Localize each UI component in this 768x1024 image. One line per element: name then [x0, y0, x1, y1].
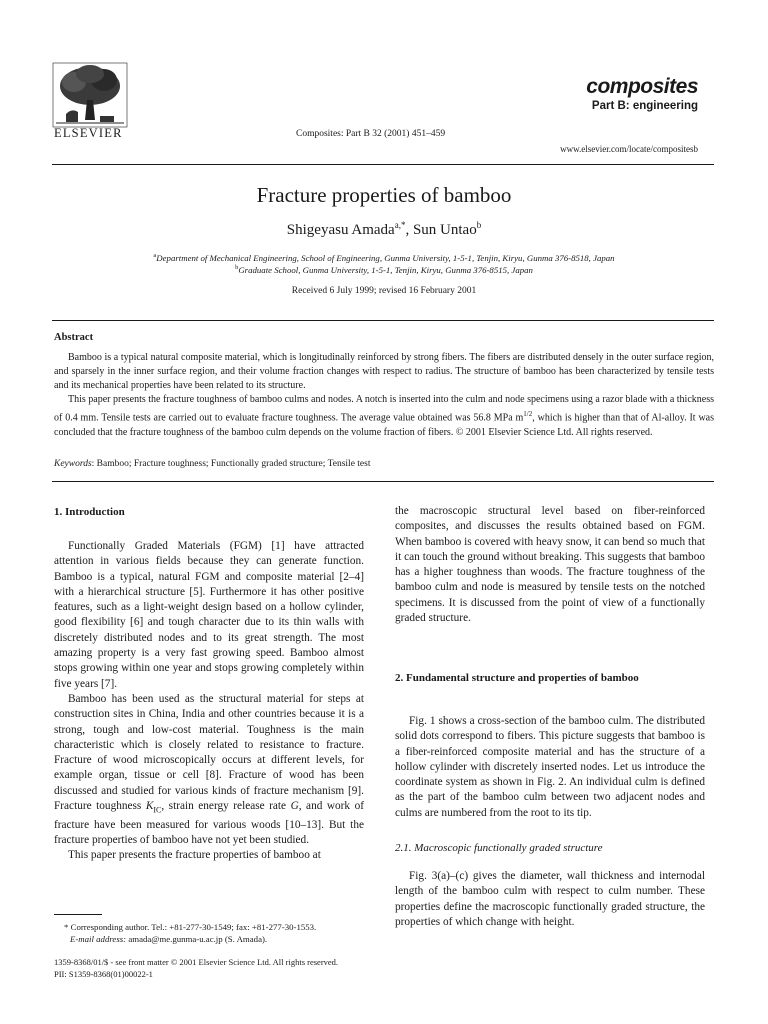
paper-title: Fracture properties of bamboo [256, 183, 512, 207]
abstract-text: This paper presents the fracture toughness of bamboo culms and nodes. A notch is inserted into the culm and node specimens using a razor blade with a thickness of 0.4 mm. Tensile tests are carried out to evaluate fracture toughness. The average value obtained was 56.8 MPa m [54, 394, 714, 424]
abstract-text: , which is higher than that of Al-alloy. It was concluded that the fracture toughness of the bamboo culm depends on the volume fraction of fibers. © 2001 Elsevier Science Ltd. All rights reserved. [54, 412, 714, 438]
received-dates: Received 6 July 1999; revised 16 February 2001 [291, 286, 477, 296]
symbol-subscript: IC [153, 805, 162, 815]
publisher-name: ELSEVIER [54, 126, 123, 140]
author-affiliation-mark: b [476, 220, 482, 230]
footnote [54, 921, 374, 945]
author-affiliation-mark: a,* [394, 220, 406, 230]
column-left [54, 539, 364, 863]
journal-reference: Composites: Part B 32 (2001) 451–459 [296, 129, 446, 139]
symbol-k: K [145, 800, 154, 813]
body-divider [52, 481, 714, 482]
paragraph [54, 692, 364, 848]
paragraph: This paper presents the fracture properties of bamboo at [68, 849, 321, 862]
column-right-continuation [395, 504, 705, 626]
header-divider [52, 164, 714, 165]
author-name: Shigeyasu Amada [286, 222, 395, 238]
paragraph-text: Bamboo has been used as the structural material for steps at construction sites in China, India and other countries because it is a strong, tough and low-cost material. Toughness is the main characteristic which is closely related to resistance to fracture. Fracture of wood microscopically occurs at different levels, for example organ, tissue or cell [8]. Fracture of wood has been discussed and studied for various kinds of fracture mechanism [9]. Fracture toughness [54, 692, 364, 813]
section-heading: 1. Introduction [54, 506, 125, 518]
front-matter-line: 1359-8368/01/$ - see front matter © 2001 Elsevier Science Ltd. All rights reserved. [54, 957, 339, 967]
affiliation [0, 264, 768, 275]
journal-brand-name: composites [586, 75, 698, 98]
affiliation-mark: b [235, 264, 239, 271]
keywords-label: Keywords [54, 459, 92, 469]
paragraph: Fig. 1 shows a cross-section of the bamboo culm. The distributed solid dots correspond to fibers. This picture suggests that bamboo is a fiber-reinforced composite material and has the structure of a hollow cylinder with discretely inserted nodes. Let us introduce the coordinate system as shown in Fig. 2. An individual culm is defined as the part of the bamboo culm between two adjacent nodes and culms are numbered from the root to its tip. [395, 715, 705, 819]
unit-exponent: 1/2 [523, 410, 533, 419]
front-matter [54, 956, 338, 980]
abstract-body [54, 351, 714, 440]
front-matter-pii: PII: S1359-8368(01)00022-1 [54, 969, 153, 979]
journal-brand [586, 76, 698, 112]
column-right-subsection [395, 869, 705, 930]
section-heading: 2. Fundamental structure and properties of bamboo [395, 672, 639, 684]
paragraph: the macroscopic structural level based on fiber-reinforced composites, and discusses the results obtained based on FGM. When bamboo is covered with heavy snow, it can bend so much that it can touch the ground without breaking. This suggests that bamboo has a higher toughness than woods. The fracture toughness of the bamboo culm and node is measured by tensile tests on the notched specimens. It is discussed from the point of view of a functionally graded structure. [395, 505, 705, 625]
footnote-email [54, 933, 374, 945]
affiliation [0, 252, 768, 263]
paragraph-text: , strain energy release rate [161, 800, 291, 813]
affiliation-text: Graduate School, Gunma University, 1-5-1, Tenjin, Kiryu, Gunma 376-8515, Japan [238, 264, 533, 275]
author-list [0, 220, 768, 239]
abstract-heading: Abstract [54, 332, 94, 343]
author-separator: , [405, 222, 413, 238]
abstract-paragraph: Bamboo is a typical natural composite material, which is longitudinally reinforced by strong fibers. The fibers are distributed densely in the outer surface region, and sparsely in the inner surface region, and their volume fraction changes with respect to radius. The structure of bamboo has been characterized by tensile tests and its mechanical properties have been related to its structure. [54, 352, 714, 392]
footnote-divider [54, 914, 102, 915]
email-label: E-mail address: [70, 934, 127, 944]
journal-brand-subtitle: Part B: engineering [591, 100, 698, 112]
abstract-paragraph [54, 393, 714, 440]
abstract-divider [52, 320, 714, 321]
keywords-text: : Bamboo; Fracture toughness; Functionally graded structure; Tensile test [91, 459, 371, 469]
paragraph: Fig. 3(a)–(c) gives the diameter, wall thickness and internodal length of the bamboo culm with respect to culm number. These properties define the macroscopic functionally graded structure, the properties of which change with height. [395, 870, 705, 928]
paragraph-text: , and work of fracture have been measured for various woods [10–13]. But the fracture properties of bamboo have not yet been studied. [54, 800, 364, 846]
keywords [54, 459, 370, 469]
symbol-g: G [290, 800, 299, 813]
column-right-section2 [395, 714, 705, 821]
journal-url[interactable]: www.elsevier.com/locate/compositesb [560, 144, 698, 154]
subsection-heading: 2.1. Macroscopic functionally graded structure [395, 842, 603, 854]
affiliation-text: Department of Mechanical Engineering, School of Engineering, Gunma University, 1-5-1, Tenjin, Kiryu, Gunma 376-8518, Japan [156, 252, 615, 263]
affiliation-mark: a [153, 252, 157, 259]
author-name: Sun Untao [412, 222, 477, 238]
paragraph: Functionally Graded Materials (FGM) [1] have attracted attention in various fields because they can generate function. Bamboo is a typical, natural FGM and composite material [2–4] with a hierarchical structure [5]. Furthermore it has other positive features, such as a light-weight design based on a hollow cylinder, good flexibility [6] and tough character due to its thin walls with discretely distributed nodes and to its great strength. The most amazing property is a very fast growing speed. Bamboo almost stops growing within one year and stops growing completely within five years [7]. [54, 540, 364, 690]
email-value[interactable]: amada@me.gunma-u.ac.jp (S. Amada). [126, 934, 268, 944]
elsevier-tree-logo [52, 62, 128, 128]
footnote-line: * Corresponding author. Tel.: +81-277-30-1549; fax: +81-277-30-1553. [64, 922, 317, 932]
